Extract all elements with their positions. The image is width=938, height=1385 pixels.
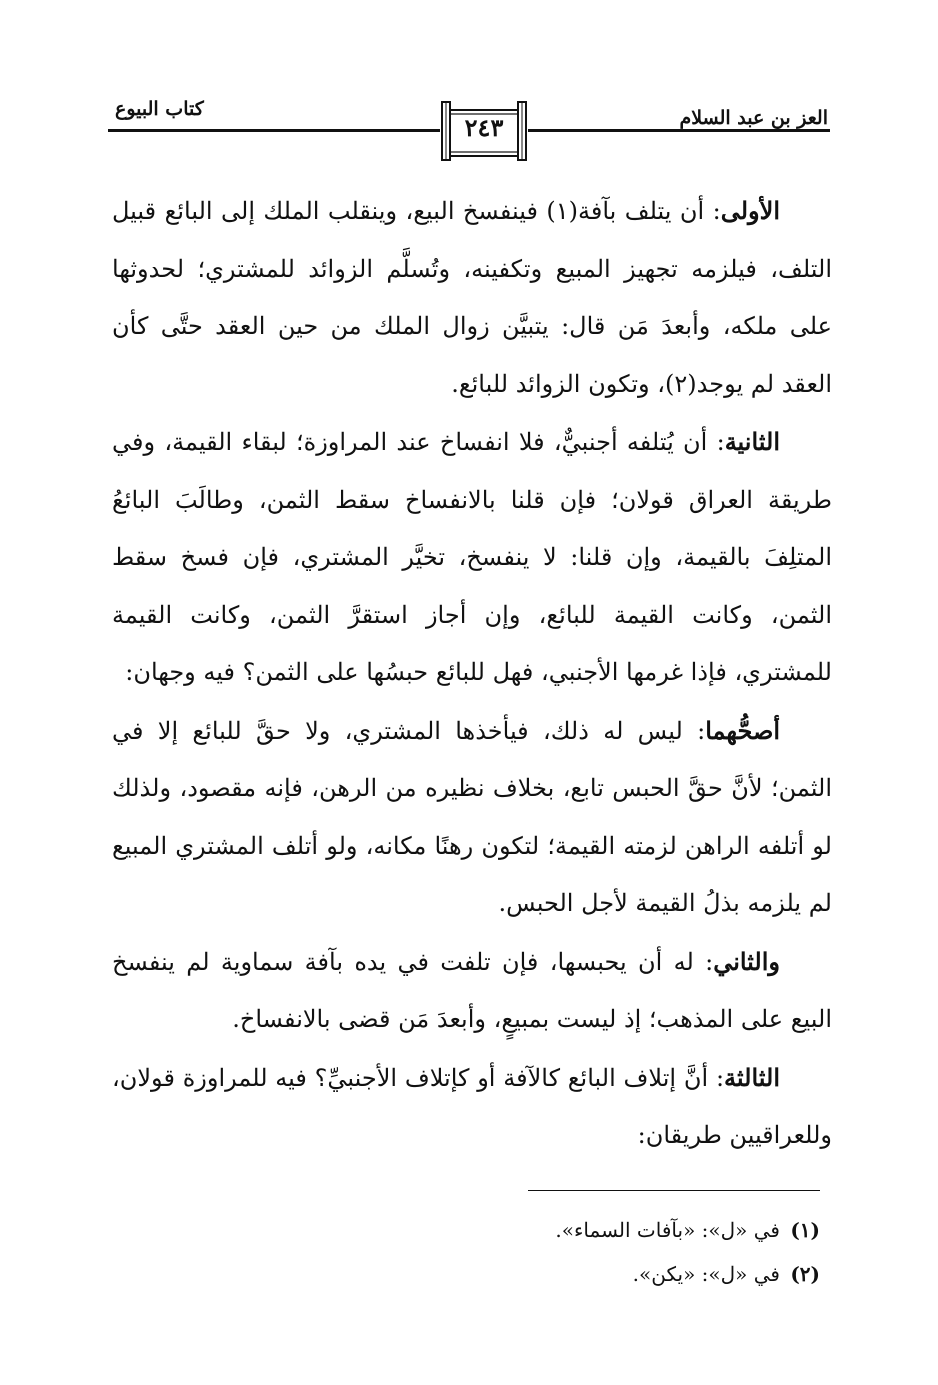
paragraph-lead: الأولى [720, 196, 780, 225]
page-number: ٢٤٣ [464, 113, 504, 142]
footnote-2 [200, 1252, 820, 1296]
paragraph-lead: الثانية [724, 427, 781, 456]
book-title: كتاب البيوع [115, 98, 204, 120]
paragraph-3 [112, 702, 832, 933]
footnote-number: (١) [790, 1218, 820, 1242]
footnote-separator [528, 1190, 820, 1191]
paragraph-lead: والثاني [713, 946, 780, 976]
paragraph-text: : ليس له ذلك، فيأخذها المشتري، ولا حقَّ للبائع إلا في الثمن؛ لأنَّ حقَّ الحبس تابع، بخلاف نظيره من الرهن، فإنه مقصود، ولذلك لو أتلفه الراهن لزمته القيمة؛ لتكون رهنًا مكانه، ولو أتلف المشتري المبيع لم يلزمه بذلُ القيمة لأجل الحبس. [112, 716, 832, 917]
footnote-number: (٢) [790, 1262, 820, 1286]
footnote-1 [200, 1208, 820, 1252]
paragraph-5 [112, 1049, 832, 1165]
paragraph-1 [112, 182, 832, 413]
footnote-text: في «ل»: «يكن». [632, 1262, 780, 1286]
paragraph-text: : أن يُتلفه أجنبيٌّ، فلا انفساخ عند المراوزة؛ لبقاء القيمة، وفي طريقة العراق قولان؛ فإن قلنا بالانفساخ سقط الثمن، وطالَبَ البائعُ المتلِفَ بالقيمة، وإن قلنا: لا ينفسخ، تخيَّر المشتري، فإن فسخ سقط الثمن، وكانت القيمة للبائع، وإن أجاز استقرَّ الثمن، وكانت القيمة للمشتري، فإذا غرمها الأجنبي، فهل للبائع حبسُها على الثمن؟ فيه وجهان: [112, 428, 832, 686]
paragraph-lead: الثالثة [724, 1062, 780, 1092]
paragraph-text: : أنَّ إتلاف البائع كالآفة أو كإتلاف الأجنبيِّ؟ فيه للمراوزة قولان، وللعراقيين طريقان: [112, 1063, 832, 1149]
header-rule-right [528, 129, 830, 132]
author-name: العز بن عبد السلام [679, 107, 828, 129]
header-rule-left [108, 129, 440, 132]
footnote-text: في «ل»: «بآفات السماء». [555, 1218, 780, 1242]
footnotes [200, 1208, 820, 1296]
paragraph-4 [112, 933, 832, 1049]
paragraph-text: : له أن يحبسها، فإن تلفت في يده بآفة سماوية لم ينفسخ البيع على المذهب؛ إذ ليست بمبيعٍ، وأبعدَ مَن قضى بالانفساخ. [112, 947, 832, 1033]
paragraph-2 [112, 413, 832, 702]
paragraph-text: : أن يتلف بآفة(١) فينفسخ البيع، وينقلب الملك إلى البائع قبيل التلف، فيلزمه تجهيز المبيع وتكفينه، وتُسلَّم الزوائد للمشتري؛ لحدوثها على ملكه، وأبعدَ مَن قال: يتبيَّن زوال الملك من حين العقد حتَّى كأن العقد لم يوجد(٢)، وتكون الزوائد للبائع. [112, 197, 832, 398]
main-text [112, 182, 832, 1165]
paragraph-lead: أصحُّهما [705, 715, 780, 745]
